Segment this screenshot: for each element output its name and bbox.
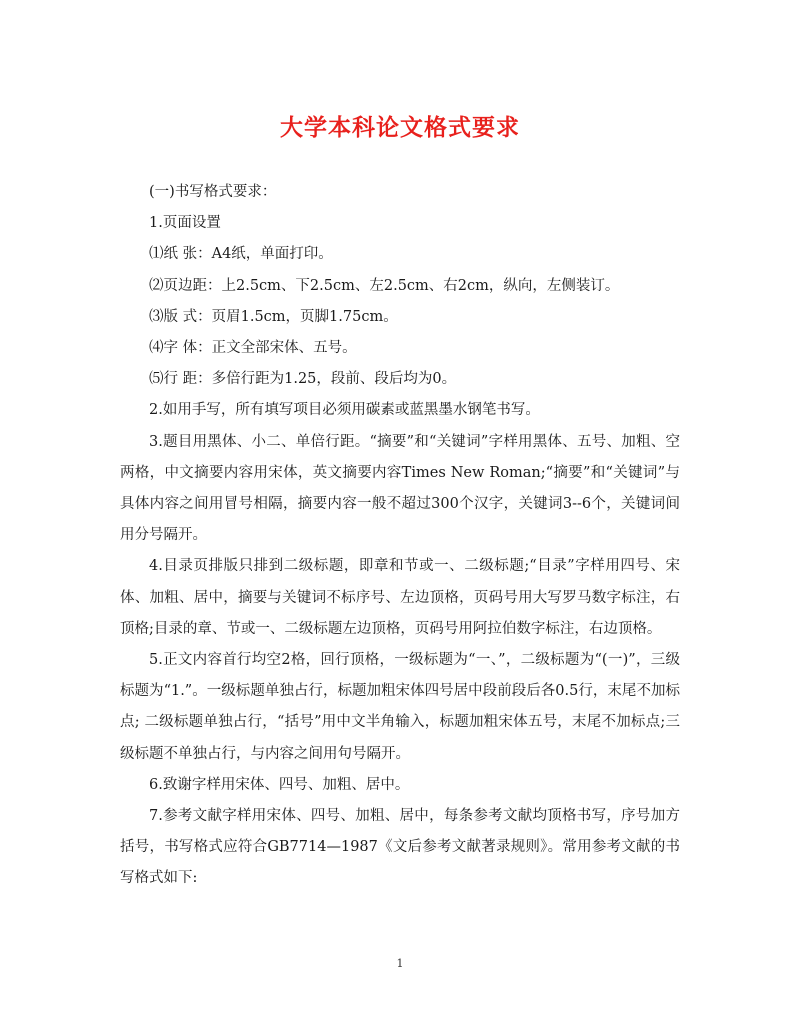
paragraph-handwriting: 2.如用手写，所有填写项目必须用碳素或蓝黑墨水钢笔书写。 bbox=[149, 402, 540, 419]
paragraph-margins: ⑵页边距：上2.5cm、下2.5cm、左2.5cm、右2cm，纵向，左侧装订。 bbox=[149, 277, 620, 294]
paragraph-font: ⑷字 体：正文全部宋体、五号。 bbox=[149, 340, 357, 357]
paragraph-body-rules: 5.正文内容首行均空2格，回行顶格，一级标题为“一、”，二级标题为“(一)”，三级标题为“1.”。一级标题单独占行，标题加粗宋体四号居中段前段后各0.5行，末尾不加标点; 二级标题单独占行，“括号”用中文半角输入，标题加粗宋体五号，末尾不加标点;三级标题不单独占行，与内容之间用句号隔开。 bbox=[120, 652, 680, 762]
paragraph-references: 7.参考文献字样用宋体、四号、加粗、居中，每条参考文献均顶格书写，序号加方括号，书写格式应符合GB7714—1987《文后参考文献著录规则》。常用参考文献的书写格式如下: bbox=[120, 808, 680, 887]
paragraph-abstract-rules: 3.题目用黑体、小二、单倍行距。“摘要”和“关键词”字样用黑体、五号、加粗、空两格，中文摘要内容用宋体，英文摘要内容Times New Roman;“摘要”和“关键词”与具体内容之间用冒号相隔，摘要内容一般不超过300个汉字，关键词3--6个，关键词间用分号隔开。 bbox=[120, 433, 680, 544]
document-title: 大学本科论文格式要求 bbox=[280, 114, 520, 141]
paragraph-acknowledgement: 6.致谢字样用宋体、四号、加粗、居中。 bbox=[149, 776, 410, 793]
paragraph-layout: ⑶版 式：页眉1.5cm，页脚1.75cm。 bbox=[149, 308, 398, 325]
paragraph-toc-rules: 4.目录页排版只排到二级标题，即章和节或一、二级标题;“目录”字样用四号、宋体、加粗、居中，摘要与关键词不标序号、左边顶格，页码号用大写罗马数字标注，右顶格;目录的章、节或一、二级标题左边顶格，页码号用阿拉伯数字标注，右边顶格。 bbox=[120, 558, 680, 637]
paragraph-paper: ⑴纸 张：A4纸，单面打印。 bbox=[149, 246, 333, 263]
page-number: 1 bbox=[396, 957, 404, 970]
paragraph-section-heading: (一)书写格式要求： bbox=[149, 184, 277, 200]
paragraph-page-setup: 1.页面设置 bbox=[149, 215, 221, 232]
document-body bbox=[120, 177, 680, 895]
paragraph-line-spacing: ⑸行 距：多倍行距为1.25，段前、段后均为0。 bbox=[149, 371, 457, 388]
